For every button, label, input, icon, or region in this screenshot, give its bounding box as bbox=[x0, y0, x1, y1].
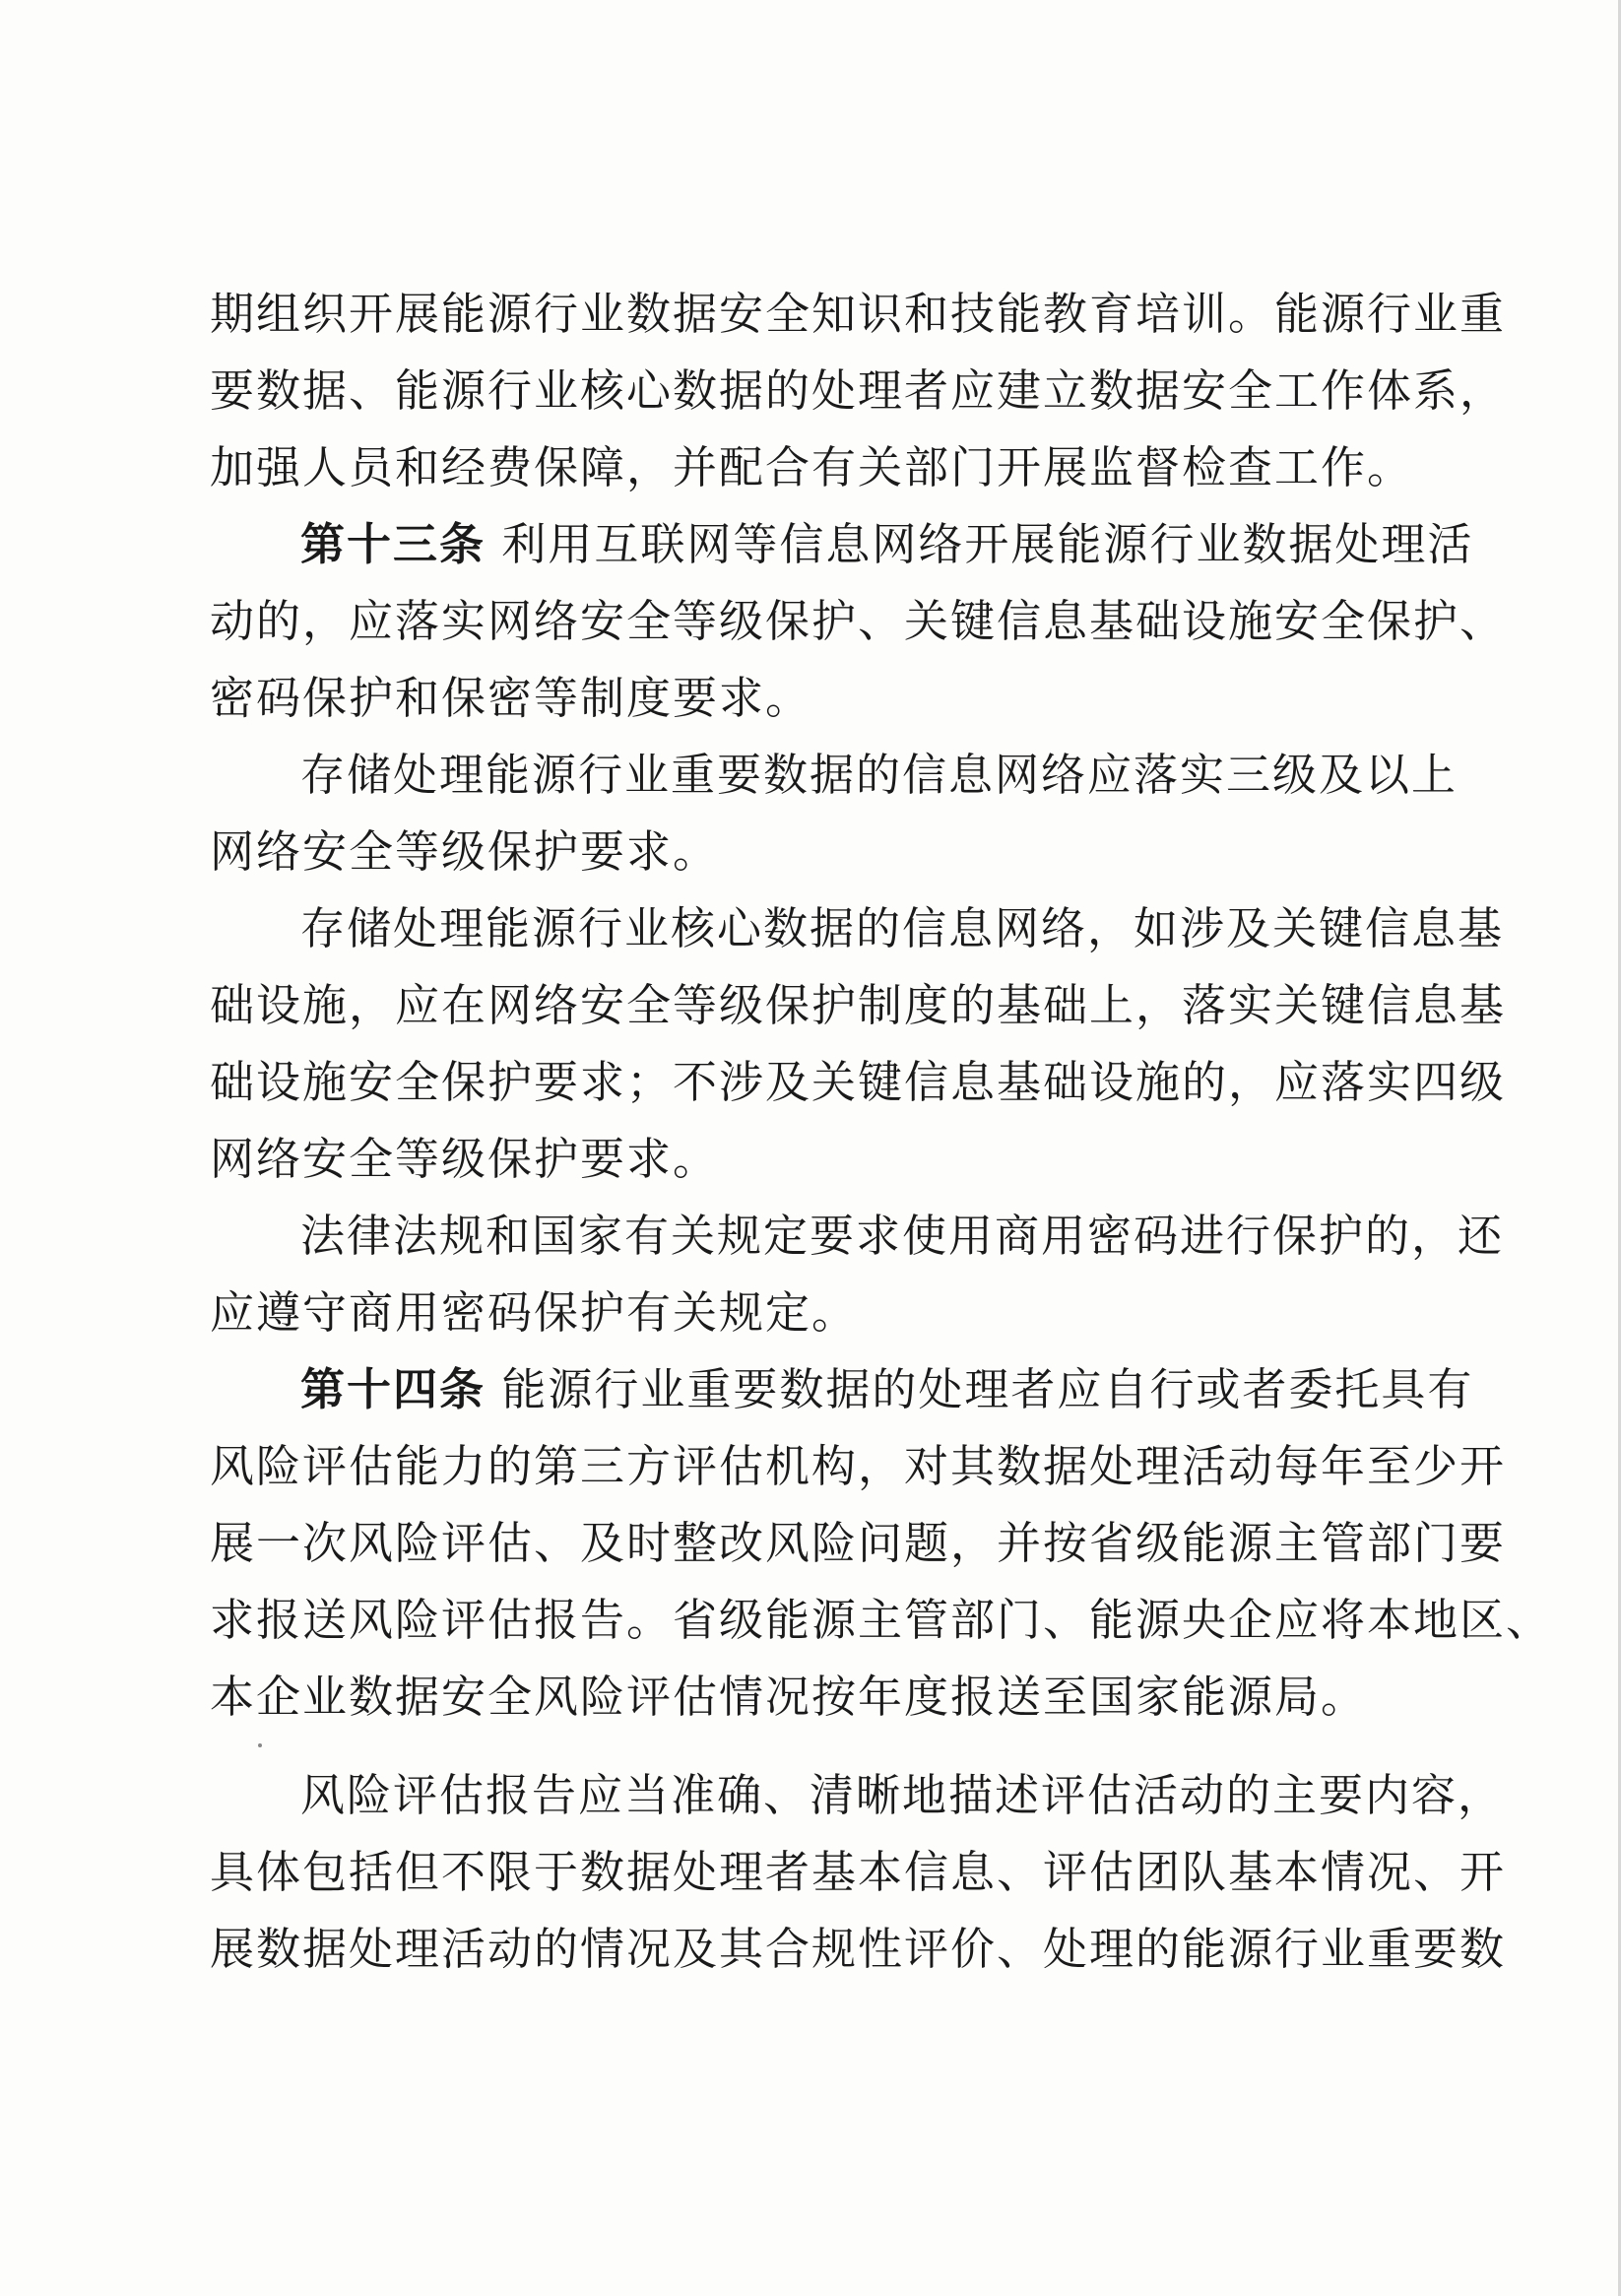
text-line: 密码保护和保密等制度要求。 bbox=[210, 672, 812, 724]
text-line: 网络安全等级保护要求。 bbox=[210, 825, 720, 878]
text-line: 动的，应落实网络安全等级保护、关键信息基础设施安全保护、 bbox=[210, 595, 1507, 647]
article-13-line bbox=[300, 506, 1474, 583]
article-14-line bbox=[300, 1351, 1474, 1428]
text-line: 础设施，应在网络安全等级保护制度的基础上，落实关键信息基 bbox=[210, 979, 1507, 1031]
text-line: 展一次风险评估、及时整改风险问题，并按省级能源主管部门要 bbox=[210, 1517, 1507, 1569]
article-13-text: 利用互联网等信息网络开展能源行业数据处理活 bbox=[501, 518, 1474, 570]
text-line: 应遵守商用密码保护有关规定。 bbox=[210, 1286, 859, 1339]
text-line: 期组织开展能源行业数据安全知识和技能教育培训。能源行业重 bbox=[210, 288, 1507, 340]
text-line: 础设施安全保护要求；不涉及关键信息基础设施的，应落实四级 bbox=[210, 1056, 1507, 1108]
scan-dot bbox=[258, 1743, 262, 1747]
text-line: 风险评估报告应当准确、清晰地描述评估活动的主要内容， bbox=[300, 1769, 1505, 1821]
article-14-text: 能源行业重要数据的处理者应自行或者委托具有 bbox=[501, 1363, 1474, 1415]
text-line: 存储处理能源行业核心数据的信息网络，如涉及关键信息基 bbox=[300, 902, 1505, 954]
text-line: 求报送风险评估报告。省级能源主管部门、能源央企应将本地区、 bbox=[210, 1594, 1553, 1646]
text-line: 展数据处理活动的情况及其合规性评价、处理的能源行业重要数 bbox=[210, 1923, 1507, 1975]
text-line: 网络安全等级保护要求。 bbox=[210, 1133, 720, 1185]
article-13-heading: 第十三条 bbox=[300, 518, 486, 570]
text-line: 本企业数据安全风险评估情况按年度报送至国家能源局。 bbox=[210, 1671, 1368, 1723]
text-line: 要数据、能源行业核心数据的处理者应建立数据安全工作体系， bbox=[210, 364, 1507, 417]
article-14-heading: 第十四条 bbox=[300, 1363, 486, 1415]
text-line: 具体包括但不限于数据处理者基本信息、评估团队基本情况、开 bbox=[210, 1846, 1507, 1898]
text-line: 存储处理能源行业重要数据的信息网络应落实三级及以上 bbox=[300, 749, 1459, 801]
text-line: 加强人员和经费保障，并配合有关部门开展监督检查工作。 bbox=[210, 441, 1414, 493]
text-line: 法律法规和国家有关规定要求使用商用密码进行保护的，还 bbox=[300, 1210, 1505, 1262]
text-line: 风险评估能力的第三方评估机构，对其数据处理活动每年至少开 bbox=[210, 1440, 1507, 1492]
